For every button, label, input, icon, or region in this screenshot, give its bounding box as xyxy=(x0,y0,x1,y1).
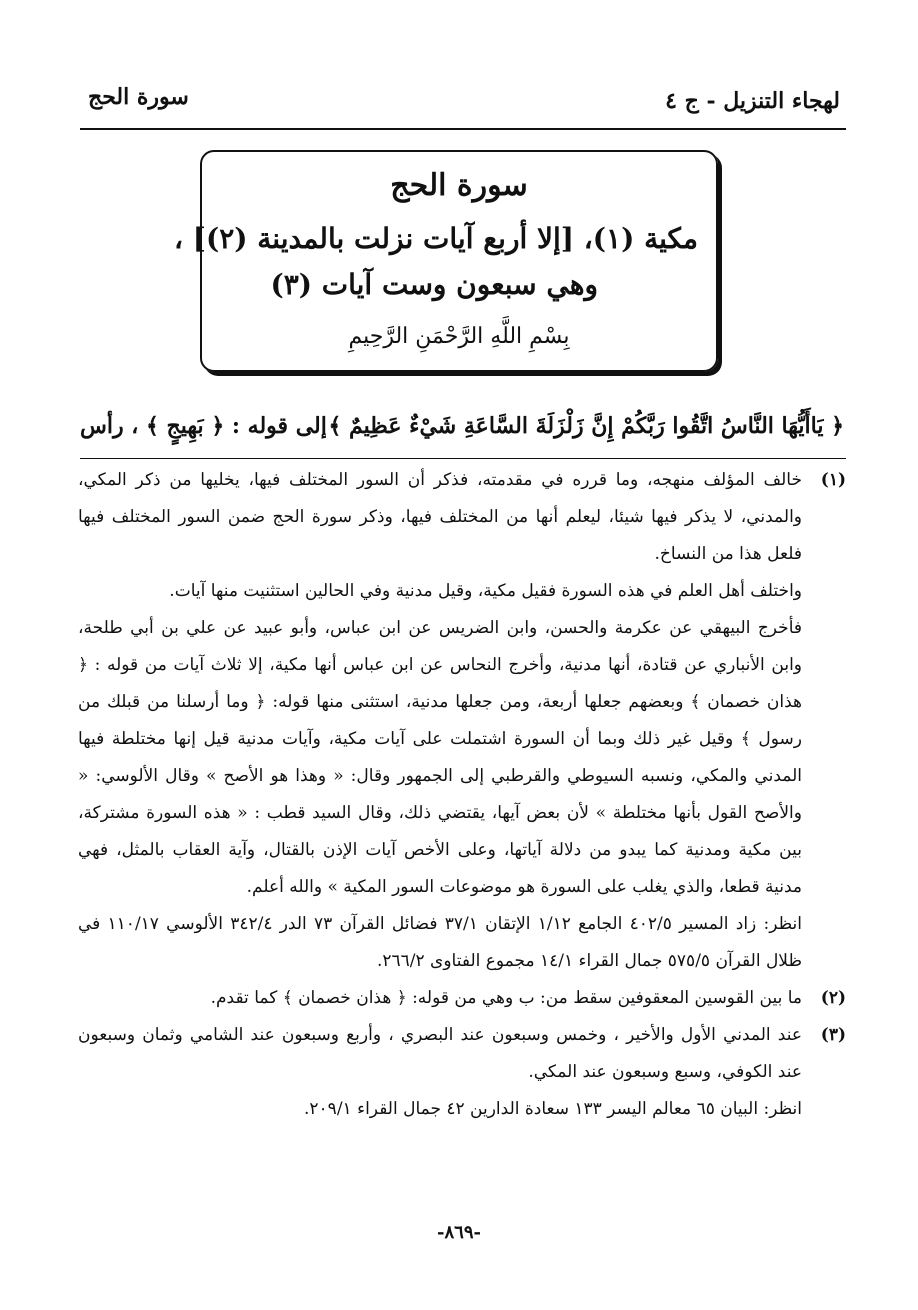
book-title: لهجاء التنزيل - ج ٤ xyxy=(665,88,840,114)
sura-info-line-2: وهي سبعون وست آيات (٣) xyxy=(270,268,598,301)
footnote-number: (٢) xyxy=(820,988,846,1008)
basmala: بِسْمِ اللَّهِ الرَّحْمَنِ الرَّحِيمِ xyxy=(348,324,570,349)
footnote-paragraph: خالف المؤلف منهجه، وما قرره في مقدمته، فذكر أن السور المختلف فيها، يخليها من ذكر المكي، والمدني، لا يذكر فيها شيئا، ليعلم أنها من المختلف فيها، وذكر سورة الحج ضمن السور المختلف فيها فلعل هذا من النساخ. xyxy=(78,470,802,564)
footnote-divider xyxy=(80,458,846,459)
footnote-number: (٣) xyxy=(820,1025,846,1045)
page-number: -٨٦٩- xyxy=(437,1222,481,1243)
verse-text: ﴿ يَاأَيُّهَا النَّاسُ اتَّقُوا رَبَّكُمْ إِنَّ زَلْزَلَةَ السَّاعَةِ شَيْءٌ عَظِيمٌ ﴾ xyxy=(328,413,844,439)
footnote-1 xyxy=(78,462,846,980)
verse-end-reference: إلى قوله : ﴿ بَهِيجٍ ﴾ ، رأس xyxy=(80,413,327,439)
footnote-2 xyxy=(78,980,846,1017)
sura-title-box xyxy=(173,150,718,372)
verse-line xyxy=(80,404,844,448)
footnote-references: انظر: زاد المسير ٤٠٢/٥ الجامع ١/١٢ الإتقان ٣٧/١ فضائل القرآن ٧٣ الدر ٣٤٢/٤ الألوسي ١١٠/١٧ في ظلال القرآن ٥٧٥/٥ جمال القراء ١٤/١ مجموع الفتاوى ٢٦٦/٢. xyxy=(78,914,802,971)
footnote-paragraph: فأخرج البيهقي عن عكرمة والحسن، وابن الضريس عن ابن عباس، وأبو عبيد عن علي بن أبي طلحة، وابن الأنباري عن قتادة، أنها مدنية، وأخرج النحاس عن ابن عباس أنها مكية، إلا ثلاث آيات من قوله : ﴿ هذان خصمان ﴾ وبعضهم جعلها أربعة، ومن جعلها مدنية، استثنى منها قوله: ﴿ وما أرسلنا من قبلك من رسول ﴾ وقيل غير ذلك وبما أن السورة اشتملت على آيات مكية، وآيات مدنية قيل إنها مختلطة فيها المدني والمكي، ونسبه السيوطي والقرطبي إلى الجمهور وقال: « وهذا هو الأصح » وقال الألوسي: « والأصح القول بأنها مختلطة » لأن بعض آيها، يقتضي ذلك، وقال السيد قطب : « هذه السورة مشتركة، بين مكية ومدنية كما يبدو من دلالة آياتها، وعلى الأخص آيات الإذن بالقتال، وآية العقاب بالمثل، فهي مدنية قطعا، والذي يغلب على السورة هو موضوعات السور المكية » والله أعلم. xyxy=(78,618,802,897)
sura-name: سورة الحج xyxy=(390,168,528,203)
footnote-number: (١) xyxy=(820,470,846,490)
footnotes xyxy=(78,462,846,1128)
header-divider xyxy=(80,128,846,130)
footnote-references: انظر: البيان ٦٥ معالم اليسر ١٣٣ سعادة الدارين ٤٢ جمال القراء ٢٠٩/١. xyxy=(304,1099,802,1119)
footnote-paragraph: عند المدني الأول والأخير ، وخمس وسبعون عند البصري ، وأربع وسبعون عند الشامي وثمان وسبعون عند الكوفي، وسبع وسبعون عند المكي. xyxy=(78,1025,802,1082)
sura-running-title: سورة الحج xyxy=(88,84,189,110)
footnote-paragraph: واختلف أهل العلم في هذه السورة فقيل مكية، وقيل مدنية وفي الحالين استثنيت منها آيات. xyxy=(169,581,802,601)
sura-info-line-1: مكية (١)، [إلا أربع آيات نزلت بالمدينة (٢)] ، xyxy=(173,222,698,255)
footnote-3 xyxy=(78,1017,846,1128)
footnote-paragraph: ما بين القوسين المعقوفين سقط من: ب وهي من قوله: ﴿ هذان خصمان ﴾ كما تقدم. xyxy=(210,988,802,1008)
